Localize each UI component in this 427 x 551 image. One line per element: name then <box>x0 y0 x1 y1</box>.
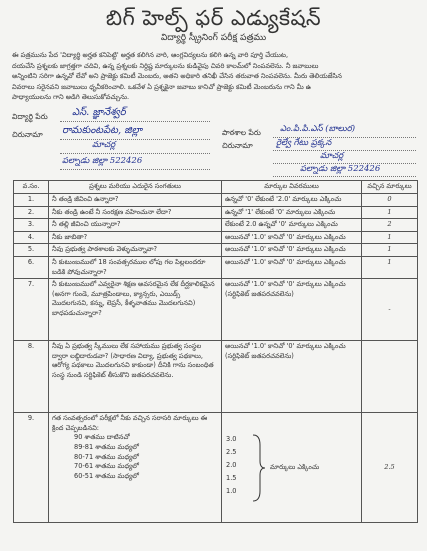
column-header-sno: వ.సం. <box>14 181 49 194</box>
student-name-label: విద్యార్థి పేరు <box>12 112 48 121</box>
grade-band: 70-61 శాతము మధ్యలో <box>74 462 139 471</box>
table-row <box>14 219 418 232</box>
curly-brace-icon <box>250 433 266 503</box>
row-number: 7. <box>14 279 49 341</box>
grade-points <box>226 433 237 498</box>
grade-point: 2.0 <box>226 461 237 470</box>
row-mark[interactable]: 0 <box>362 194 418 207</box>
row-criteria: అయినచో '1.0' కానిచో '0' మార్కులు ఎక్కించు <box>222 231 362 244</box>
school-address-line-3 <box>273 176 416 177</box>
address-line <box>60 139 210 140</box>
grade-point: 3.0 <box>226 435 237 444</box>
grade-band: 89-81 శాతము మధ్యలో <box>74 442 139 451</box>
column-header-marks: వచ్చిన మార్కులు <box>362 181 418 194</box>
row-question: నీవు ఏ ప్రభుత్వ స్కీములు లేక సహాయము ప్రభుత్వ సంస్థల ద్వారా లబ్దిదారుడవా? (సాధారణ విద్యా, ప్రభుత్వ పథకాలు, ఆరోగ్య పథకాలు మొదలగునవి కాకుండా) దీనికి గాను సంబంధిత సంస్థ నుండి సర్టిఫికెట్ తీసుకొని జతపరచవలెను. <box>49 341 222 413</box>
address-line2-value[interactable]: మాచర్ల <box>92 140 116 150</box>
row-mark[interactable]: - <box>362 279 418 341</box>
row-number: 5. <box>14 244 49 257</box>
instruction-line: ఈ పత్రమును పేద 'విద్యార్థి అర్హత కనిపెట్టి' అర్హత కలిగిన వారి, ఆంగ్లవిద్యలను కలిగి ఉన్న వారి పూర్తి చేయుట, <box>12 51 289 59</box>
row-question: నీకు జాబితా? <box>49 231 222 244</box>
row-question <box>49 413 222 523</box>
row-mark[interactable]: 2 <box>362 219 418 232</box>
row-criteria <box>222 413 362 523</box>
row-criteria: అయినచో '1.0' కానిచో '0' మార్కులు ఎక్కించు <box>222 256 362 278</box>
screening-table <box>13 180 418 523</box>
row-question: నీకు తండ్రి ఉంటే నీ సంరక్షణ వహించునా లేదా? <box>49 206 222 219</box>
row-number: 6. <box>14 256 49 278</box>
table-row <box>14 206 418 219</box>
column-header-question: ప్రశ్నలు మరియు ఎదురైన సంగతులు <box>49 181 222 194</box>
grade-band: 90 శాతము దాటినచో <box>74 433 130 442</box>
table-header-row <box>14 181 418 194</box>
row-question: నీవు ప్రభుత్వ పాఠశాలకు వెళ్ళుచున్నావా? <box>49 244 222 257</box>
school-address-line3-value[interactable]: పల్నాడు జిల్లా 522426 <box>300 164 381 174</box>
row-number: 4. <box>14 231 49 244</box>
student-name-line <box>60 121 210 122</box>
row-criteria: ఉన్నచో '0' లేకుంటే '2.0' మార్కులు ఎక్కించు <box>222 194 362 207</box>
row-criteria: ఉన్నచో '1' లేకుంటే '0' మార్కులు ఎక్కించు <box>222 206 362 219</box>
table-row <box>14 341 418 413</box>
school-address-label: చిరునామా <box>222 141 253 150</box>
grade-question-text: గత సంవత్సరంలో పరీక్షలో నీకు వచ్చిన సరాసరి మార్కులు ఈ క్రింద చెప్పబడినవి: <box>52 414 208 432</box>
instruction-line: అన్నింటిని సరిగా ఉన్నవో లేవో అని ప్రాజెక్టు కమిటీ మెంబరు, అతని అధికారి తనిఖీ చేసిన తరువాత నింపవలెను. మీరు తెలియజేసిన <box>12 72 342 81</box>
row-number: 8. <box>14 341 49 413</box>
table-row <box>14 256 418 278</box>
row-question: నీ తండ్రి జీవించి ఉన్నారా? <box>49 194 222 207</box>
grade-point: 1.5 <box>226 474 237 483</box>
row-mark[interactable]: 2.5 <box>362 413 418 523</box>
grade-criteria-text: మార్కులు ఎక్కించు <box>270 463 320 472</box>
row-mark[interactable]: 1 <box>362 231 418 244</box>
address-line-3 <box>60 169 210 170</box>
row-question: నీ తల్లి జీవించి యున్నారా? <box>49 219 222 232</box>
address-label: చిరునామా <box>12 130 43 139</box>
row-criteria: అయినచో '1.0' కానిచో '0' మార్కులు ఎక్కించు (సర్టిఫికెట్ జతపరచవలెను) <box>222 341 362 413</box>
school-address-line2-value[interactable]: మాచర్ల <box>320 151 344 161</box>
table-row <box>14 279 418 341</box>
row-question: నీ కుటుంబములో ఎవ్వరైనా శిక్షణ అవసరమైన లేక దీర్ఘకాలికమైన (అనగా గుండె, మూత్రపిండాలు, క్యాన్సరు, ఎయిడ్స్ మొదలగునవి, కన్ను, లెప్రసీ, కీళ్ళవాతము మొదలగునవి) బాధపడుచున్నారా? <box>49 279 222 341</box>
grade-point: 2.5 <box>226 448 237 457</box>
student-name-value[interactable]: ఎస్. జ్ఞానేశ్వర్ <box>72 107 126 118</box>
school-address-line <box>273 150 416 151</box>
grade-band: 60-51 శాతము మధ్యలో <box>74 471 139 480</box>
instruction-line: పాధ్యాయులను గాని అడిగి తెలుసుకోవచ్చును. <box>12 93 130 102</box>
table-row <box>14 231 418 244</box>
form-subtitle: విద్యార్థి స్క్రీనింగ్ పరీక్ష పత్రము <box>160 33 267 43</box>
row-question: నీ కుటుంబములో 18 సంవత్సరముల లోపు గల పిల్లలందరూ బడికి పోవుచున్నారా? <box>49 256 222 278</box>
row-mark[interactable]: 1 <box>362 206 418 219</box>
row-number: 9. <box>14 413 49 523</box>
instruction-line: దయచేసి ప్రశ్నలకు జాగ్రత్తగా చదివి, ఉన్న ప్రశ్నలకు నిర్దిష్ట మార్కులను కుడివైపు చివరి కాలమ్‌లో నింపవలెను. నీ జవాబులు <box>12 61 319 70</box>
grade-point: 1.0 <box>226 487 237 496</box>
row-number: 3. <box>14 219 49 232</box>
address-line3-value[interactable]: పల్నాడు జిల్లా 522426 <box>62 156 143 166</box>
row-criteria: అయినచో '1.0' కానిచో '0' మార్కులు ఎక్కించు <box>222 244 362 257</box>
instruction-line: వివరాలు సరైనవని జవాబులు ధృవీకరించాలి. ఒకవేళ ఏ ప్రశ్నకైనా జవాబు కానిచో ప్రాజెక్టు కమిటీ మెంబరును గాని మీ ఉ <box>12 82 312 91</box>
row-number: 1. <box>14 194 49 207</box>
instructions-paragraph <box>12 50 416 103</box>
row-criteria: లేకుంటే 2.0 ఉన్నచో '0' మార్కులు ఎక్కించు <box>222 219 362 232</box>
school-name-value[interactable]: ఎం.పి.పి.ఎస్ (బాలుర) <box>280 124 356 134</box>
form-title: బిగ్ హెల్ప్ ఫర్ ఎడ్యుకేషన్ <box>105 6 322 30</box>
table-row <box>14 413 418 523</box>
row-number: 2. <box>14 206 49 219</box>
row-criteria: అయినచో '1.0' కానిచో '0' మార్కులు ఎక్కించు (సర్టిఫికెట్ జతపరచవలెను) <box>222 279 362 341</box>
table-row <box>14 244 418 257</box>
address-line-2 <box>60 153 210 154</box>
row-mark[interactable] <box>362 341 418 413</box>
school-name-label: పాఠశాల పేరు <box>222 128 261 137</box>
row-mark[interactable]: 1 <box>362 244 418 257</box>
grade-band: 80-71 శాతము మధ్యలో <box>74 452 139 461</box>
table-row <box>14 194 418 207</box>
row-mark[interactable]: 1 <box>362 256 418 278</box>
school-address-value[interactable]: రైల్వే గేటు ప్రక్కన <box>276 138 332 148</box>
column-header-criteria: మార్కుల వివరములు <box>222 181 362 194</box>
address-value[interactable]: రామకుంటపేట, జిల్లా <box>62 125 143 136</box>
